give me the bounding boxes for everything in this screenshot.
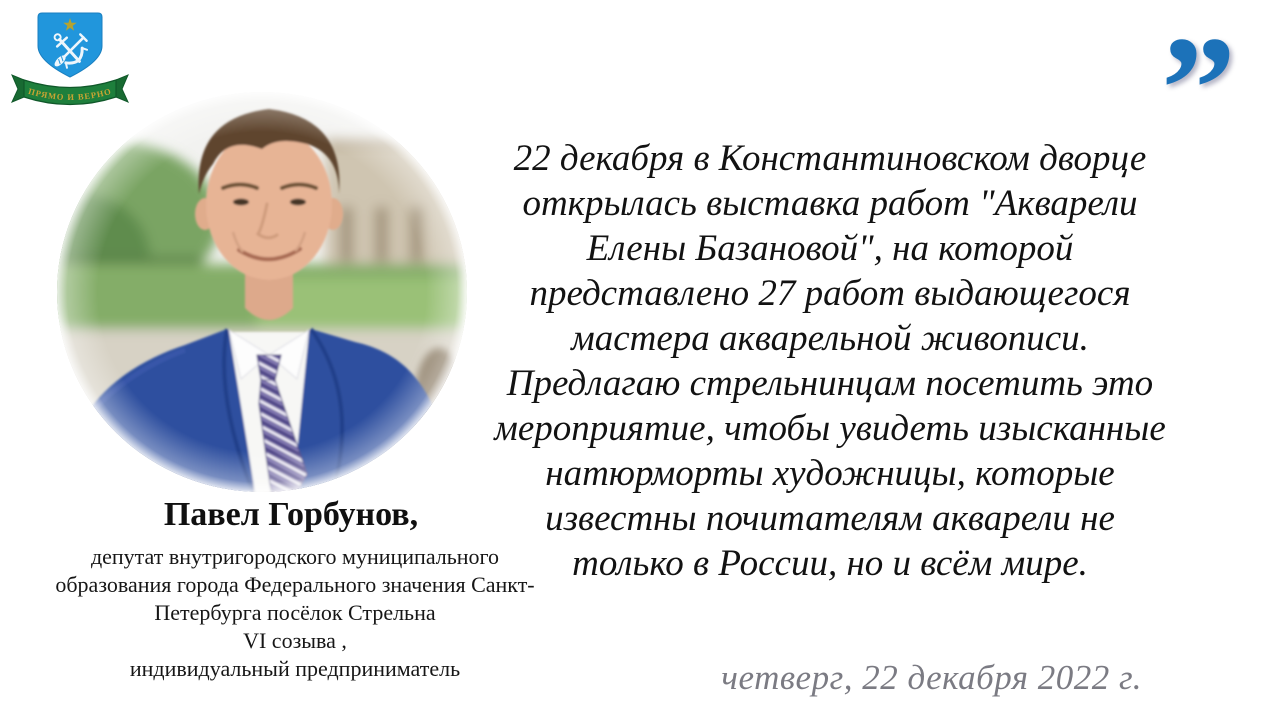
quote-text bbox=[478, 136, 1182, 586]
coat-of-arms bbox=[10, 6, 150, 114]
ribbon-text: ПРЯМО И ВЕРНО bbox=[27, 85, 113, 103]
quote-line: Елены Базановой", на которой bbox=[586, 228, 1074, 269]
speaker-title-line: индивидуальный предприниматель bbox=[129, 656, 461, 681]
quote-line: только в России, но и всём мире. bbox=[572, 543, 1088, 584]
speaker-name: Павел Горбунов, bbox=[163, 496, 419, 533]
quote-line: мастера акварельной живописи. bbox=[571, 318, 1089, 359]
quote-icon: ” bbox=[1161, 6, 1236, 172]
date-caption: четверг, 22 декабря 2022 г. bbox=[721, 658, 1142, 697]
quote-line: известны почитателям акварели не bbox=[545, 498, 1115, 539]
quote-line: натюрморты художницы, которые bbox=[545, 453, 1115, 494]
speaker-title-line: VI созыва , bbox=[243, 628, 347, 653]
quote-line: мероприятие, чтобы увидеть изысканные bbox=[494, 408, 1166, 449]
quote-line: Предлагаю стрельнинцам посетить это bbox=[506, 363, 1154, 404]
quote-line: представлено 27 работ выдающегося bbox=[529, 273, 1131, 314]
portrait-graphic bbox=[57, 92, 467, 492]
quote-line: 22 декабря в Константиновском дворце bbox=[513, 138, 1147, 179]
speaker-title-line: депутат внутригородского муниципального bbox=[90, 544, 500, 569]
quote-line: открылась выставка работ "Акварели bbox=[522, 183, 1138, 224]
photo-vignette bbox=[57, 92, 467, 492]
speaker-title-line: Петербурга посёлок Стрельна bbox=[154, 600, 436, 625]
speaker-photo bbox=[57, 92, 467, 492]
speaker-title-line: образования города Федерального значения Санкт- bbox=[55, 572, 535, 597]
coat-of-arms-graphic bbox=[10, 6, 150, 114]
ribbon-banner bbox=[12, 75, 128, 105]
